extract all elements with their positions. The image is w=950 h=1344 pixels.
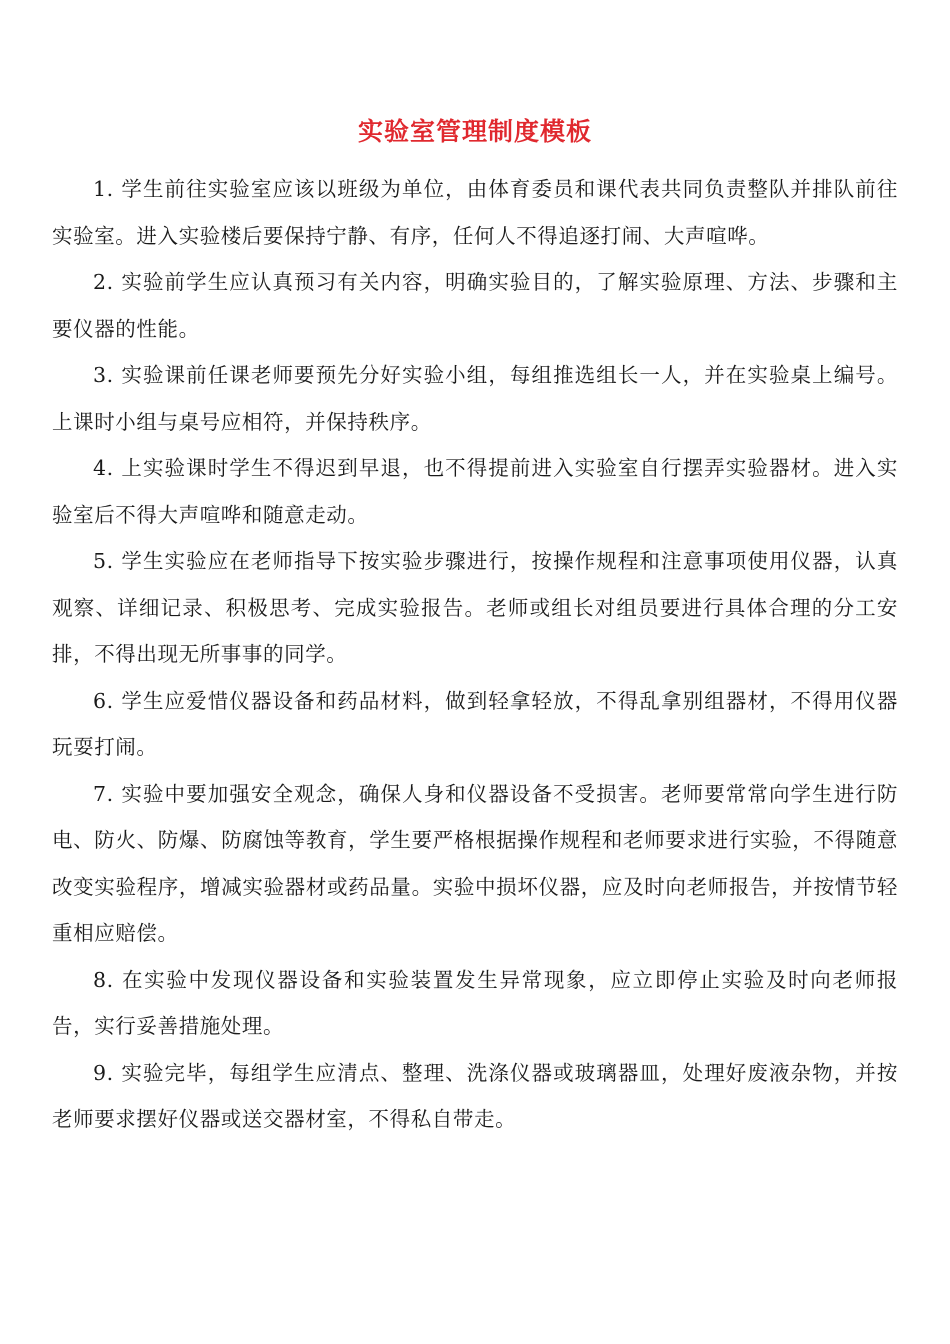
- document-page: [52, 112, 898, 1143]
- clause-4: 4. 上实验课时学生不得迟到早退，也不得提前进入实验室自行摆弄实验器材。进入实验室后不得大声喧哗和随意走动。: [52, 456, 898, 527]
- clause-7: 7. 实验中要加强安全观念，确保人身和仪器设备不受损害。老师要常常向学生进行防电、防火、防爆、防腐蚀等教育，学生要严格根据操作规程和老师要求进行实验，不得随意改变实验程序，增减实验器材或药品量。实验中损坏仪器，应及时向老师报告，并按情节轻重相应赔偿。: [52, 781, 898, 945]
- clause-3: 3. 实验课前任课老师要预先分好实验小组，每组推选组长一人，并在实验桌上编号。上课时小组与桌号应相符，并保持秩序。: [52, 363, 898, 434]
- clause-8: 8. 在实验中发现仪器设备和实验装置发生异常现象，应立即停止实验及时向老师报告，实行妥善措施处理。: [52, 967, 898, 1038]
- clause-2: 2. 实验前学生应认真预习有关内容，明确实验目的，了解实验原理、方法、步骤和主要仪器的性能。: [52, 270, 898, 341]
- clause-6: 6. 学生应爱惜仪器设备和药品材料，做到轻拿轻放，不得乱拿别组器材，不得用仪器玩耍打闹。: [52, 688, 898, 759]
- clause-9: 9. 实验完毕，每组学生应清点、整理、洗涤仪器或玻璃器皿，处理好废液杂物，并按老师要求摆好仪器或送交器材室，不得私自带走。: [52, 1060, 898, 1131]
- clause-5: 5. 学生实验应在老师指导下按实验步骤进行，按操作规程和注意事项使用仪器，认真观察、详细记录、积极思考、完成实验报告。老师或组长对组员要进行具体合理的分工安排，不得出现无所事事的同学。: [52, 549, 898, 666]
- document-title: 实验室管理制度模板: [357, 117, 592, 146]
- clause-1: 1. 学生前往实验室应该以班级为单位，由体育委员和课代表共同负责整队并排队前往实验室。进入实验楼后要保持宁静、有序，任何人不得追逐打闹、大声喧哗。: [52, 177, 898, 248]
